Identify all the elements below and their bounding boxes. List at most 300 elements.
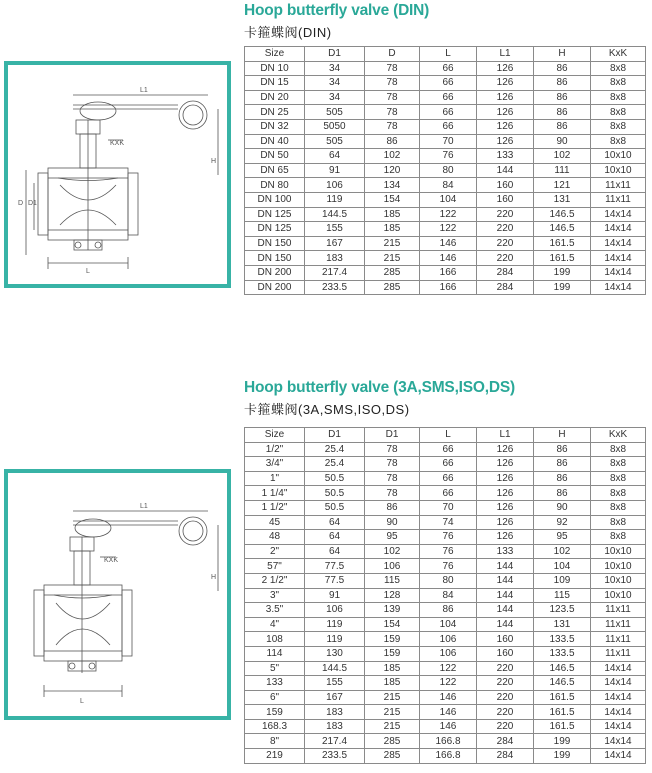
table-row bbox=[245, 280, 646, 295]
table-cell: 45 bbox=[245, 515, 305, 530]
table-cell: 126 bbox=[477, 530, 534, 545]
table-row bbox=[245, 530, 646, 545]
table-cell: DN 150 bbox=[245, 251, 305, 266]
table-row bbox=[245, 471, 646, 486]
table-cell: 233.5 bbox=[305, 280, 365, 295]
table-cell: 8x8 bbox=[591, 442, 646, 457]
table-cell: 215 bbox=[365, 690, 420, 705]
table-cell: 144 bbox=[477, 163, 534, 178]
din-section-title: Hoop butterfly valve (DIN) bbox=[244, 2, 430, 19]
table-cell: 104 bbox=[420, 617, 477, 632]
table-cell: 144 bbox=[477, 559, 534, 574]
table-cell: 14x14 bbox=[591, 690, 646, 705]
table-cell: 126 bbox=[477, 486, 534, 501]
table-cell: 78 bbox=[365, 76, 420, 91]
table-cell: 122 bbox=[420, 222, 477, 237]
table-cell: 146 bbox=[420, 251, 477, 266]
table-cell: 146.5 bbox=[534, 207, 591, 222]
table-cell: 199 bbox=[534, 749, 591, 764]
table-cell: 146.5 bbox=[534, 661, 591, 676]
table-cell: 285 bbox=[365, 749, 420, 764]
table-cell: 126 bbox=[477, 61, 534, 76]
table-cell: 185 bbox=[365, 207, 420, 222]
table-row bbox=[245, 676, 646, 691]
table-header-row bbox=[245, 428, 646, 443]
table-cell: 220 bbox=[477, 236, 534, 251]
table-cell: 284 bbox=[477, 280, 534, 295]
table-cell: 8x8 bbox=[591, 500, 646, 515]
din-section-subtitle: 卡箍蝶阀(DIN) bbox=[244, 25, 332, 40]
table-cell: 144 bbox=[477, 588, 534, 603]
table-cell: 183 bbox=[305, 251, 365, 266]
table-cell: 185 bbox=[365, 222, 420, 237]
table-cell: 91 bbox=[305, 163, 365, 178]
table-cell: 144 bbox=[477, 617, 534, 632]
table-cell: 133 bbox=[477, 544, 534, 559]
table-cell: 1 1/4" bbox=[245, 486, 305, 501]
sms-section-subtitle: 卡箍蝶阀(3A,SMS,ISO,DS) bbox=[244, 402, 410, 417]
table-cell: 8x8 bbox=[591, 105, 646, 120]
table-cell: 146 bbox=[420, 690, 477, 705]
table-cell: 106 bbox=[420, 646, 477, 661]
column-header: H bbox=[534, 428, 591, 443]
table-cell: DN 200 bbox=[245, 280, 305, 295]
column-header: D1 bbox=[365, 428, 420, 443]
table-cell: DN 65 bbox=[245, 163, 305, 178]
table-cell: 78 bbox=[365, 90, 420, 105]
table-cell: 285 bbox=[365, 280, 420, 295]
table-cell: 34 bbox=[305, 61, 365, 76]
table-cell: 50.5 bbox=[305, 471, 365, 486]
column-header: D bbox=[365, 47, 420, 62]
table-cell: 131 bbox=[534, 617, 591, 632]
table-cell: 80 bbox=[420, 163, 477, 178]
table-cell: 160 bbox=[477, 192, 534, 207]
table-cell: 167 bbox=[305, 236, 365, 251]
sms-dim-kxk: KXK bbox=[104, 557, 119, 564]
sms-dim-l: L bbox=[80, 698, 84, 705]
table-cell: 8x8 bbox=[591, 515, 646, 530]
table-cell: 11x11 bbox=[591, 178, 646, 193]
table-cell: 161.5 bbox=[534, 251, 591, 266]
table-cell: 90 bbox=[365, 515, 420, 530]
sms-dim-h: H bbox=[211, 574, 217, 581]
table-cell: 159 bbox=[365, 646, 420, 661]
table-cell: 146.5 bbox=[534, 676, 591, 691]
table-cell: 14x14 bbox=[591, 265, 646, 280]
table-cell: 133 bbox=[477, 149, 534, 164]
table-cell: 166 bbox=[420, 265, 477, 280]
table-cell: 134 bbox=[365, 178, 420, 193]
table-cell: 126 bbox=[477, 90, 534, 105]
table-cell: 3.5" bbox=[245, 603, 305, 618]
table-cell: 115 bbox=[534, 588, 591, 603]
table-cell: 8x8 bbox=[591, 530, 646, 545]
table-cell: 185 bbox=[365, 676, 420, 691]
table-cell: 284 bbox=[477, 265, 534, 280]
din-valve-drawing bbox=[8, 65, 227, 284]
table-cell: 102 bbox=[365, 544, 420, 559]
table-row bbox=[245, 178, 646, 193]
table-cell: DN 50 bbox=[245, 149, 305, 164]
table-cell: 185 bbox=[365, 661, 420, 676]
table-cell: 8x8 bbox=[591, 61, 646, 76]
table-cell: 64 bbox=[305, 544, 365, 559]
table-row bbox=[245, 163, 646, 178]
table-cell: 220 bbox=[477, 661, 534, 676]
table-row bbox=[245, 749, 646, 764]
din-dim-l1: L1 bbox=[140, 87, 148, 94]
table-row bbox=[245, 236, 646, 251]
table-cell: 120 bbox=[365, 163, 420, 178]
table-row bbox=[245, 573, 646, 588]
table-cell: 219 bbox=[245, 749, 305, 764]
table-cell: 86 bbox=[534, 105, 591, 120]
table-cell: 215 bbox=[365, 236, 420, 251]
table-cell: 86 bbox=[534, 442, 591, 457]
din-dim-d: D bbox=[18, 200, 24, 207]
table-cell: 6" bbox=[245, 690, 305, 705]
table-cell: 183 bbox=[305, 719, 365, 734]
table-row bbox=[245, 442, 646, 457]
table-cell: 160 bbox=[477, 632, 534, 647]
table-cell: 155 bbox=[305, 222, 365, 237]
table-row bbox=[245, 719, 646, 734]
table-cell: 14x14 bbox=[591, 280, 646, 295]
column-header: Size bbox=[245, 428, 305, 443]
table-cell: 91 bbox=[305, 588, 365, 603]
table-cell: 77.5 bbox=[305, 573, 365, 588]
table-cell: 119 bbox=[305, 632, 365, 647]
table-row bbox=[245, 134, 646, 149]
table-row bbox=[245, 734, 646, 749]
table-cell: 64 bbox=[305, 515, 365, 530]
table-cell: 78 bbox=[365, 457, 420, 472]
table-cell: 76 bbox=[420, 559, 477, 574]
table-cell: 166 bbox=[420, 280, 477, 295]
table-cell: 86 bbox=[534, 76, 591, 91]
din-dim-l: L bbox=[86, 268, 90, 275]
table-cell: 14x14 bbox=[591, 661, 646, 676]
table-row bbox=[245, 149, 646, 164]
table-cell: 10x10 bbox=[591, 149, 646, 164]
table-cell: 4" bbox=[245, 617, 305, 632]
table-row bbox=[245, 222, 646, 237]
table-cell: 90 bbox=[534, 134, 591, 149]
table-cell: 167 bbox=[305, 690, 365, 705]
column-header: D1 bbox=[305, 47, 365, 62]
table-cell: 119 bbox=[305, 192, 365, 207]
table-cell: DN 150 bbox=[245, 236, 305, 251]
column-header: L1 bbox=[477, 47, 534, 62]
table-cell: 161.5 bbox=[534, 236, 591, 251]
table-cell: 146.5 bbox=[534, 222, 591, 237]
table-row bbox=[245, 192, 646, 207]
table-row bbox=[245, 265, 646, 280]
table-cell: 95 bbox=[365, 530, 420, 545]
table-cell: 122 bbox=[420, 676, 477, 691]
table-cell: 14x14 bbox=[591, 705, 646, 720]
table-cell: 146 bbox=[420, 705, 477, 720]
table-cell: 50.5 bbox=[305, 500, 365, 515]
table-cell: 155 bbox=[305, 676, 365, 691]
table-cell: DN 10 bbox=[245, 61, 305, 76]
table-cell: 126 bbox=[477, 457, 534, 472]
table-cell: 126 bbox=[477, 134, 534, 149]
din-dim-d1: D1 bbox=[28, 200, 37, 207]
table-cell: 220 bbox=[477, 222, 534, 237]
table-cell: 144.5 bbox=[305, 661, 365, 676]
table-cell: 126 bbox=[477, 442, 534, 457]
table-cell: 139 bbox=[365, 603, 420, 618]
table-cell: 166.8 bbox=[420, 749, 477, 764]
table-row bbox=[245, 207, 646, 222]
table-cell: 92 bbox=[534, 515, 591, 530]
table-cell: 70 bbox=[420, 500, 477, 515]
table-cell: 86 bbox=[534, 486, 591, 501]
sms-spec-table bbox=[244, 427, 646, 764]
table-cell: 11x11 bbox=[591, 646, 646, 661]
table-cell: 86 bbox=[534, 61, 591, 76]
table-cell: 74 bbox=[420, 515, 477, 530]
table-cell: 14x14 bbox=[591, 251, 646, 266]
table-cell: 2" bbox=[245, 544, 305, 559]
table-cell: 66 bbox=[420, 61, 477, 76]
table-cell: 78 bbox=[365, 442, 420, 457]
table-cell: 64 bbox=[305, 149, 365, 164]
table-cell: 106 bbox=[305, 178, 365, 193]
table-row bbox=[245, 76, 646, 91]
table-header-row bbox=[245, 47, 646, 62]
table-cell: DN 200 bbox=[245, 265, 305, 280]
table-cell: 126 bbox=[477, 500, 534, 515]
table-cell: 8x8 bbox=[591, 457, 646, 472]
table-cell: 144 bbox=[477, 573, 534, 588]
table-cell: 505 bbox=[305, 105, 365, 120]
table-cell: 8x8 bbox=[591, 134, 646, 149]
table-cell: 220 bbox=[477, 207, 534, 222]
table-cell: 64 bbox=[305, 530, 365, 545]
table-cell: 66 bbox=[420, 486, 477, 501]
table-cell: 154 bbox=[365, 617, 420, 632]
table-cell: 146 bbox=[420, 719, 477, 734]
column-header: H bbox=[534, 47, 591, 62]
table-cell: 66 bbox=[420, 119, 477, 134]
table-cell: 8x8 bbox=[591, 119, 646, 134]
table-cell: 168.3 bbox=[245, 719, 305, 734]
sms-section-title: Hoop butterfly valve (3A,SMS,ISO,DS) bbox=[244, 379, 515, 396]
table-cell: 14x14 bbox=[591, 749, 646, 764]
table-cell: 133.5 bbox=[534, 632, 591, 647]
table-cell: 14x14 bbox=[591, 207, 646, 222]
table-cell: 161.5 bbox=[534, 690, 591, 705]
table-row bbox=[245, 105, 646, 120]
table-cell: DN 32 bbox=[245, 119, 305, 134]
table-row bbox=[245, 544, 646, 559]
column-header: Size bbox=[245, 47, 305, 62]
table-cell: 115 bbox=[365, 573, 420, 588]
table-row bbox=[245, 515, 646, 530]
table-cell: 34 bbox=[305, 90, 365, 105]
table-cell: 78 bbox=[365, 471, 420, 486]
table-cell: 66 bbox=[420, 471, 477, 486]
table-cell: 106 bbox=[365, 559, 420, 574]
din-drawing-frame bbox=[4, 61, 231, 288]
table-cell: 66 bbox=[420, 90, 477, 105]
table-cell: 66 bbox=[420, 457, 477, 472]
table-cell: 78 bbox=[365, 119, 420, 134]
table-cell: DN 25 bbox=[245, 105, 305, 120]
table-cell: 159 bbox=[245, 705, 305, 720]
table-cell: 146 bbox=[420, 236, 477, 251]
table-cell: 199 bbox=[534, 265, 591, 280]
table-cell: 14x14 bbox=[591, 734, 646, 749]
table-cell: 3" bbox=[245, 588, 305, 603]
table-cell: 284 bbox=[477, 734, 534, 749]
table-row bbox=[245, 603, 646, 618]
table-row bbox=[245, 559, 646, 574]
table-row bbox=[245, 500, 646, 515]
table-cell: 133 bbox=[245, 676, 305, 691]
table-cell: 220 bbox=[477, 690, 534, 705]
table-cell: 220 bbox=[477, 705, 534, 720]
table-cell: 284 bbox=[477, 749, 534, 764]
column-header: KxK bbox=[591, 428, 646, 443]
table-row bbox=[245, 632, 646, 647]
table-row bbox=[245, 617, 646, 632]
table-cell: 505 bbox=[305, 134, 365, 149]
table-cell: 95 bbox=[534, 530, 591, 545]
table-cell: DN 125 bbox=[245, 207, 305, 222]
table-cell: DN 80 bbox=[245, 178, 305, 193]
table-cell: 159 bbox=[365, 632, 420, 647]
table-cell: 11x11 bbox=[591, 192, 646, 207]
table-cell: 215 bbox=[365, 719, 420, 734]
table-cell: 220 bbox=[477, 251, 534, 266]
table-cell: 66 bbox=[420, 442, 477, 457]
table-cell: 86 bbox=[420, 603, 477, 618]
table-cell: 126 bbox=[477, 76, 534, 91]
table-cell: 48 bbox=[245, 530, 305, 545]
table-row bbox=[245, 457, 646, 472]
column-header: KxK bbox=[591, 47, 646, 62]
table-cell: 76 bbox=[420, 149, 477, 164]
table-cell: 104 bbox=[420, 192, 477, 207]
table-cell: 217.4 bbox=[305, 265, 365, 280]
table-cell: 199 bbox=[534, 280, 591, 295]
table-cell: 233.5 bbox=[305, 749, 365, 764]
table-row bbox=[245, 90, 646, 105]
table-cell: 128 bbox=[365, 588, 420, 603]
sms-valve-drawing bbox=[8, 473, 227, 716]
table-cell: 57" bbox=[245, 559, 305, 574]
table-cell: 160 bbox=[477, 646, 534, 661]
table-cell: 285 bbox=[365, 265, 420, 280]
table-row bbox=[245, 61, 646, 76]
table-cell: 86 bbox=[534, 119, 591, 134]
table-cell: 77.5 bbox=[305, 559, 365, 574]
table-cell: 86 bbox=[534, 90, 591, 105]
table-cell: DN 15 bbox=[245, 76, 305, 91]
column-header: L bbox=[420, 428, 477, 443]
table-cell: 166.8 bbox=[420, 734, 477, 749]
table-cell: 86 bbox=[534, 471, 591, 486]
table-cell: 14x14 bbox=[591, 222, 646, 237]
sms-drawing-frame bbox=[4, 469, 231, 720]
table-cell: 215 bbox=[365, 705, 420, 720]
table-cell: 104 bbox=[534, 559, 591, 574]
table-cell: 10x10 bbox=[591, 588, 646, 603]
table-cell: 114 bbox=[245, 646, 305, 661]
table-cell: 106 bbox=[420, 632, 477, 647]
table-cell: 144 bbox=[477, 603, 534, 618]
table-cell: 108 bbox=[245, 632, 305, 647]
table-cell: 5050 bbox=[305, 119, 365, 134]
table-cell: 161.5 bbox=[534, 719, 591, 734]
table-cell: 14x14 bbox=[591, 719, 646, 734]
table-row bbox=[245, 661, 646, 676]
table-row bbox=[245, 646, 646, 661]
column-header: L1 bbox=[477, 428, 534, 443]
table-cell: 11x11 bbox=[591, 603, 646, 618]
table-cell: 76 bbox=[420, 544, 477, 559]
table-cell: 123.5 bbox=[534, 603, 591, 618]
table-cell: 3/4" bbox=[245, 457, 305, 472]
table-cell: 10x10 bbox=[591, 573, 646, 588]
table-cell: 5" bbox=[245, 661, 305, 676]
table-cell: 8x8 bbox=[591, 76, 646, 91]
table-cell: 183 bbox=[305, 705, 365, 720]
table-cell: DN 100 bbox=[245, 192, 305, 207]
column-header: L bbox=[420, 47, 477, 62]
table-cell: 8x8 bbox=[591, 486, 646, 501]
table-cell: 1 1/2" bbox=[245, 500, 305, 515]
table-row bbox=[245, 251, 646, 266]
table-cell: 10x10 bbox=[591, 559, 646, 574]
table-cell: 126 bbox=[477, 105, 534, 120]
table-cell: 121 bbox=[534, 178, 591, 193]
table-cell: DN 125 bbox=[245, 222, 305, 237]
table-cell: 84 bbox=[420, 588, 477, 603]
table-cell: 66 bbox=[420, 105, 477, 120]
table-cell: 217.4 bbox=[305, 734, 365, 749]
table-cell: 106 bbox=[305, 603, 365, 618]
table-cell: 126 bbox=[477, 515, 534, 530]
table-cell: 126 bbox=[477, 471, 534, 486]
table-cell: 154 bbox=[365, 192, 420, 207]
table-cell: DN 40 bbox=[245, 134, 305, 149]
table-cell: 25.4 bbox=[305, 442, 365, 457]
table-cell: 199 bbox=[534, 734, 591, 749]
table-cell: 78 bbox=[365, 61, 420, 76]
table-cell: 220 bbox=[477, 676, 534, 691]
table-cell: 102 bbox=[534, 149, 591, 164]
table-cell: 86 bbox=[365, 500, 420, 515]
table-cell: 1/2" bbox=[245, 442, 305, 457]
table-cell: 76 bbox=[420, 530, 477, 545]
table-cell: 8x8 bbox=[591, 90, 646, 105]
table-cell: 14x14 bbox=[591, 676, 646, 691]
table-cell: 50.5 bbox=[305, 486, 365, 501]
table-cell: 215 bbox=[365, 251, 420, 266]
table-cell: 8x8 bbox=[591, 471, 646, 486]
table-cell: 66 bbox=[420, 76, 477, 91]
table-cell: DN 20 bbox=[245, 90, 305, 105]
table-cell: 102 bbox=[365, 149, 420, 164]
table-cell: 131 bbox=[534, 192, 591, 207]
table-cell: 11x11 bbox=[591, 617, 646, 632]
din-dim-h: H bbox=[211, 158, 217, 165]
